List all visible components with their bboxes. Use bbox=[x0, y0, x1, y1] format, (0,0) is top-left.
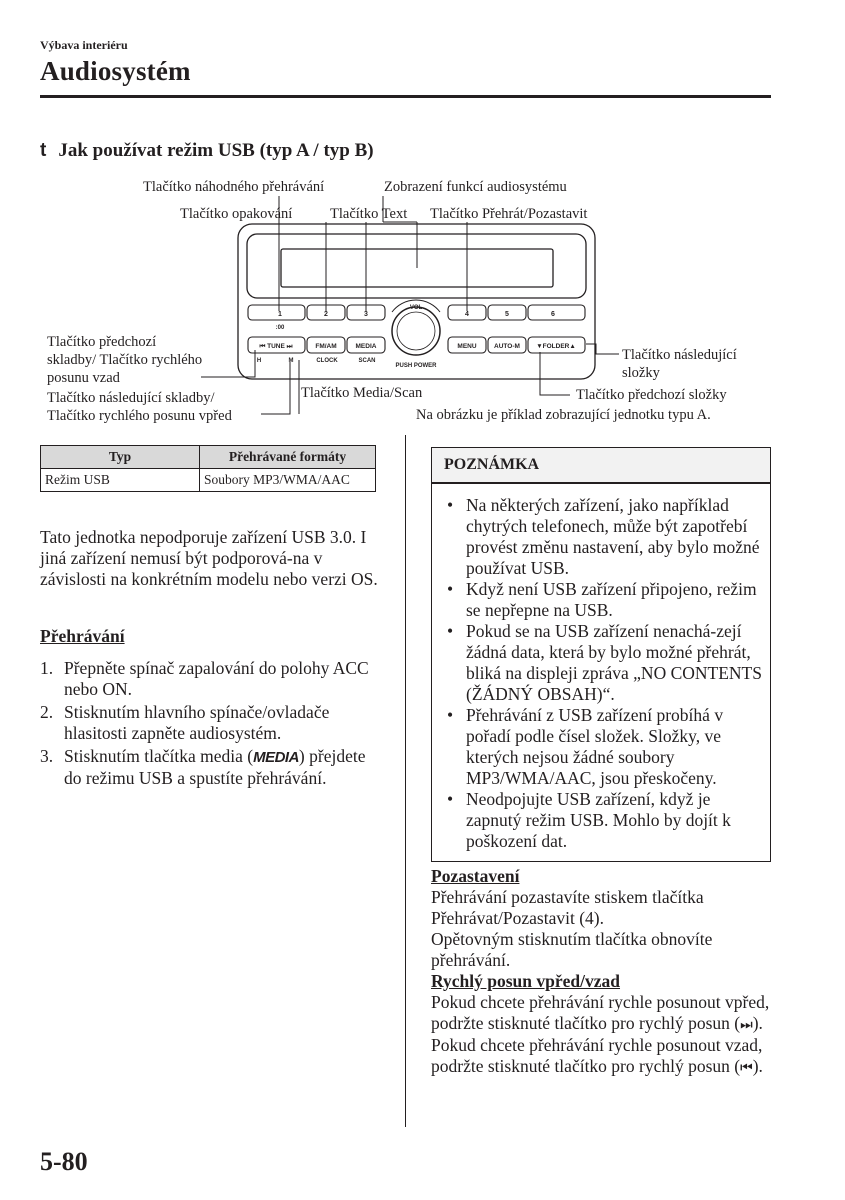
clock-label: CLOCK bbox=[316, 358, 338, 364]
page-number: 5-80 bbox=[40, 1147, 88, 1176]
section-heading-text: Jak používat režim USB (typ A / typ B) bbox=[58, 140, 374, 161]
media-button-icon: MEDIA bbox=[253, 749, 299, 766]
table-header-formats: Přehrávané formáty bbox=[200, 446, 376, 469]
display-label: Zobrazení funkcí audiosystému bbox=[384, 179, 567, 195]
step-text: Stisknutím hlavního spínače/ovladače hlasitosti zapněte audiosystém. bbox=[64, 702, 330, 743]
rewind-icon: ⏮ bbox=[740, 1059, 753, 1075]
section-label: Výbava interiéru bbox=[40, 38, 128, 52]
tune-label: ⏮ TUNE ⏭ bbox=[259, 343, 293, 350]
note-item-text: Na některých zařízení, jako například chytrých telefonech, může být zapotřebí provést změnu nastavení, aby bylo možné používat USB. bbox=[466, 495, 760, 578]
preset-1-label: 1 bbox=[278, 311, 282, 318]
fm-am-label: FM/AM bbox=[315, 343, 337, 350]
table-cell-formats: Soubory MP3/WMA/AAC bbox=[200, 469, 376, 492]
column-divider bbox=[405, 435, 406, 1127]
step-number: 3. bbox=[40, 746, 54, 766]
media-scan-button-label: Tlačítko Media/Scan bbox=[301, 385, 423, 401]
note-item-text: Neodpojujte USB zařízení, když je zapnutý režim USB. Mohlo by dojít k poškození dat. bbox=[466, 789, 731, 851]
repeat-button-label: Tlačítko opakování bbox=[180, 206, 293, 222]
page-title: Audiosystém bbox=[40, 56, 191, 86]
ff-text-after: ). bbox=[752, 1013, 763, 1033]
preset-2-label: 2 bbox=[324, 311, 328, 318]
play-pause-button-label: Tlačítko Přehrát/Pozastavit bbox=[430, 206, 588, 222]
ff-text-before: Pokud chcete přehrávání rychle posunout vpřed, podržte stisknuté tlačítko pro rychlý posun ( bbox=[431, 992, 770, 1033]
m-label: M bbox=[288, 358, 294, 364]
rew-text bbox=[431, 1035, 771, 1078]
preset-5-label: 5 bbox=[505, 311, 509, 318]
table-header-type: Typ bbox=[41, 446, 200, 469]
table-cell-type: Režim USB bbox=[41, 469, 200, 492]
next-track-button-label: Tlačítko následující skladby/ Tlačítko rychlého posunu vpřed bbox=[47, 390, 232, 424]
playback-steps bbox=[40, 658, 385, 791]
list-item: • Neodpojujte USB zařízení, když je zapnutý režim USB. Mohlo by dojít k poškození dat. bbox=[447, 789, 731, 851]
menu-label: MENU bbox=[457, 343, 477, 350]
media-label: MEDIA bbox=[355, 343, 377, 350]
list-item: • Přehrávání z USB zařízení probíhá v pořadí podle čísel složek. Složky, ve kterých nejsou žádné soubory MP3/WMA/AAC, jsou přeskočeny. bbox=[447, 705, 724, 788]
step-number: 2. bbox=[40, 702, 54, 722]
step-text-before: Stisknutím tlačítka media ( bbox=[64, 746, 254, 766]
next-folder-button-label: Tlačítko následující složky bbox=[622, 347, 737, 381]
ff-text bbox=[431, 992, 771, 1035]
note-item-text: Pokud se na USB zařízení nenachá-zejí žádná data, která by bylo možné přehrát, bliká na displeji zpráva „NO CONTENTS (ŽÁDNÝ OBSAH)“. bbox=[466, 621, 762, 704]
pause-text-2: Opětovným stisknutím tlačítka obnovíte přehrávání. bbox=[431, 929, 713, 970]
scan-label: SCAN bbox=[358, 358, 376, 364]
list-item bbox=[40, 702, 385, 744]
preset-6-label: 6 bbox=[551, 311, 555, 318]
rew-text-after: ). bbox=[752, 1056, 763, 1076]
note-item-text: Když není USB zařízení připojeno, režim se nepřepne na USB. bbox=[466, 579, 757, 620]
push-power-label: PUSH POWER bbox=[395, 363, 437, 369]
auto-m-label: AUTO-M bbox=[494, 343, 520, 350]
step-text-after: ) přejdete do režimu USB a spustíte přehrávání. bbox=[64, 746, 366, 788]
folder-label: ▼FOLDER▲ bbox=[536, 343, 576, 350]
list-item: • Pokud se na USB zařízení nenachá-zejí žádná data, která by bylo možné přehrát, bliká na displeji zpráva „NO CONTENTS (ŽÁDNÝ OBSAH)“. bbox=[447, 621, 762, 704]
list-item: • Na některých zařízení, jako například chytrých telefonech, může být zapotřebí provést změnu nastavení, aby bylo možné používat USB. bbox=[447, 495, 760, 578]
playback-heading: Přehrávání bbox=[40, 626, 125, 646]
prev-folder-button-label: Tlačítko předchozí složky bbox=[576, 387, 727, 403]
step-text: Přepněte spínač zapalování do polohy ACC nebo ON. bbox=[64, 658, 369, 699]
pause-heading: Pozastavení bbox=[431, 866, 520, 886]
clock-marker: :00 bbox=[275, 325, 285, 331]
list-item: • Když není USB zařízení připojeno, režim se nepřepne na USB. bbox=[447, 579, 757, 620]
step-number: 1. bbox=[40, 658, 54, 678]
preset-3-label: 3 bbox=[364, 311, 368, 318]
pause-text-1: Přehrávání pozastavíte stiskem tlačítka Přehrávat/Pozastavit (4). bbox=[431, 887, 704, 928]
list-item bbox=[40, 746, 385, 789]
note-list bbox=[446, 495, 764, 852]
h-label: H bbox=[256, 358, 262, 364]
note-item-text: Přehrávání z USB zařízení probíhá v pořadí podle čísel složek. Složky, ve kterých nejsou žádné soubory MP3/WMA/AAC, jsou přeskočeny. bbox=[466, 705, 724, 788]
intro-paragraph: Tato jednotka nepodporuje zařízení USB 3.0. I jiná zařízení nemusí být podporová-na v závislosti na konkrétním modelu nebo verzi OS. bbox=[40, 527, 378, 589]
fast-forward-icon: ⏭ bbox=[740, 1016, 753, 1032]
random-button-label: Tlačítko náhodného přehrávání bbox=[143, 179, 325, 195]
section-bullet: t bbox=[40, 140, 47, 161]
text-button-label: Tlačítko Text bbox=[330, 206, 408, 222]
diagram-caption: Na obrázku je příklad zobrazující jednotku typu A. bbox=[416, 407, 711, 423]
format-table bbox=[40, 445, 376, 492]
ffrew-heading: Rychlý posun vpřed/vzad bbox=[431, 971, 621, 991]
preset-4-label: 4 bbox=[465, 311, 469, 318]
list-item bbox=[40, 658, 385, 700]
rew-text-before: Pokud chcete přehrávání rychle posunout vzad, podržte stisknuté tlačítko pro rychlý posun ( bbox=[431, 1035, 763, 1076]
prev-track-button-label: Tlačítko předchozí skladby/ Tlačítko rychlého posunu vzad bbox=[47, 334, 203, 386]
table-row bbox=[41, 469, 376, 492]
note-box bbox=[431, 447, 771, 862]
vol-label: VOL bbox=[409, 305, 423, 311]
volume-knob bbox=[392, 307, 440, 355]
pause-section bbox=[431, 866, 771, 1078]
note-title: POZNÁMKA bbox=[432, 448, 770, 484]
